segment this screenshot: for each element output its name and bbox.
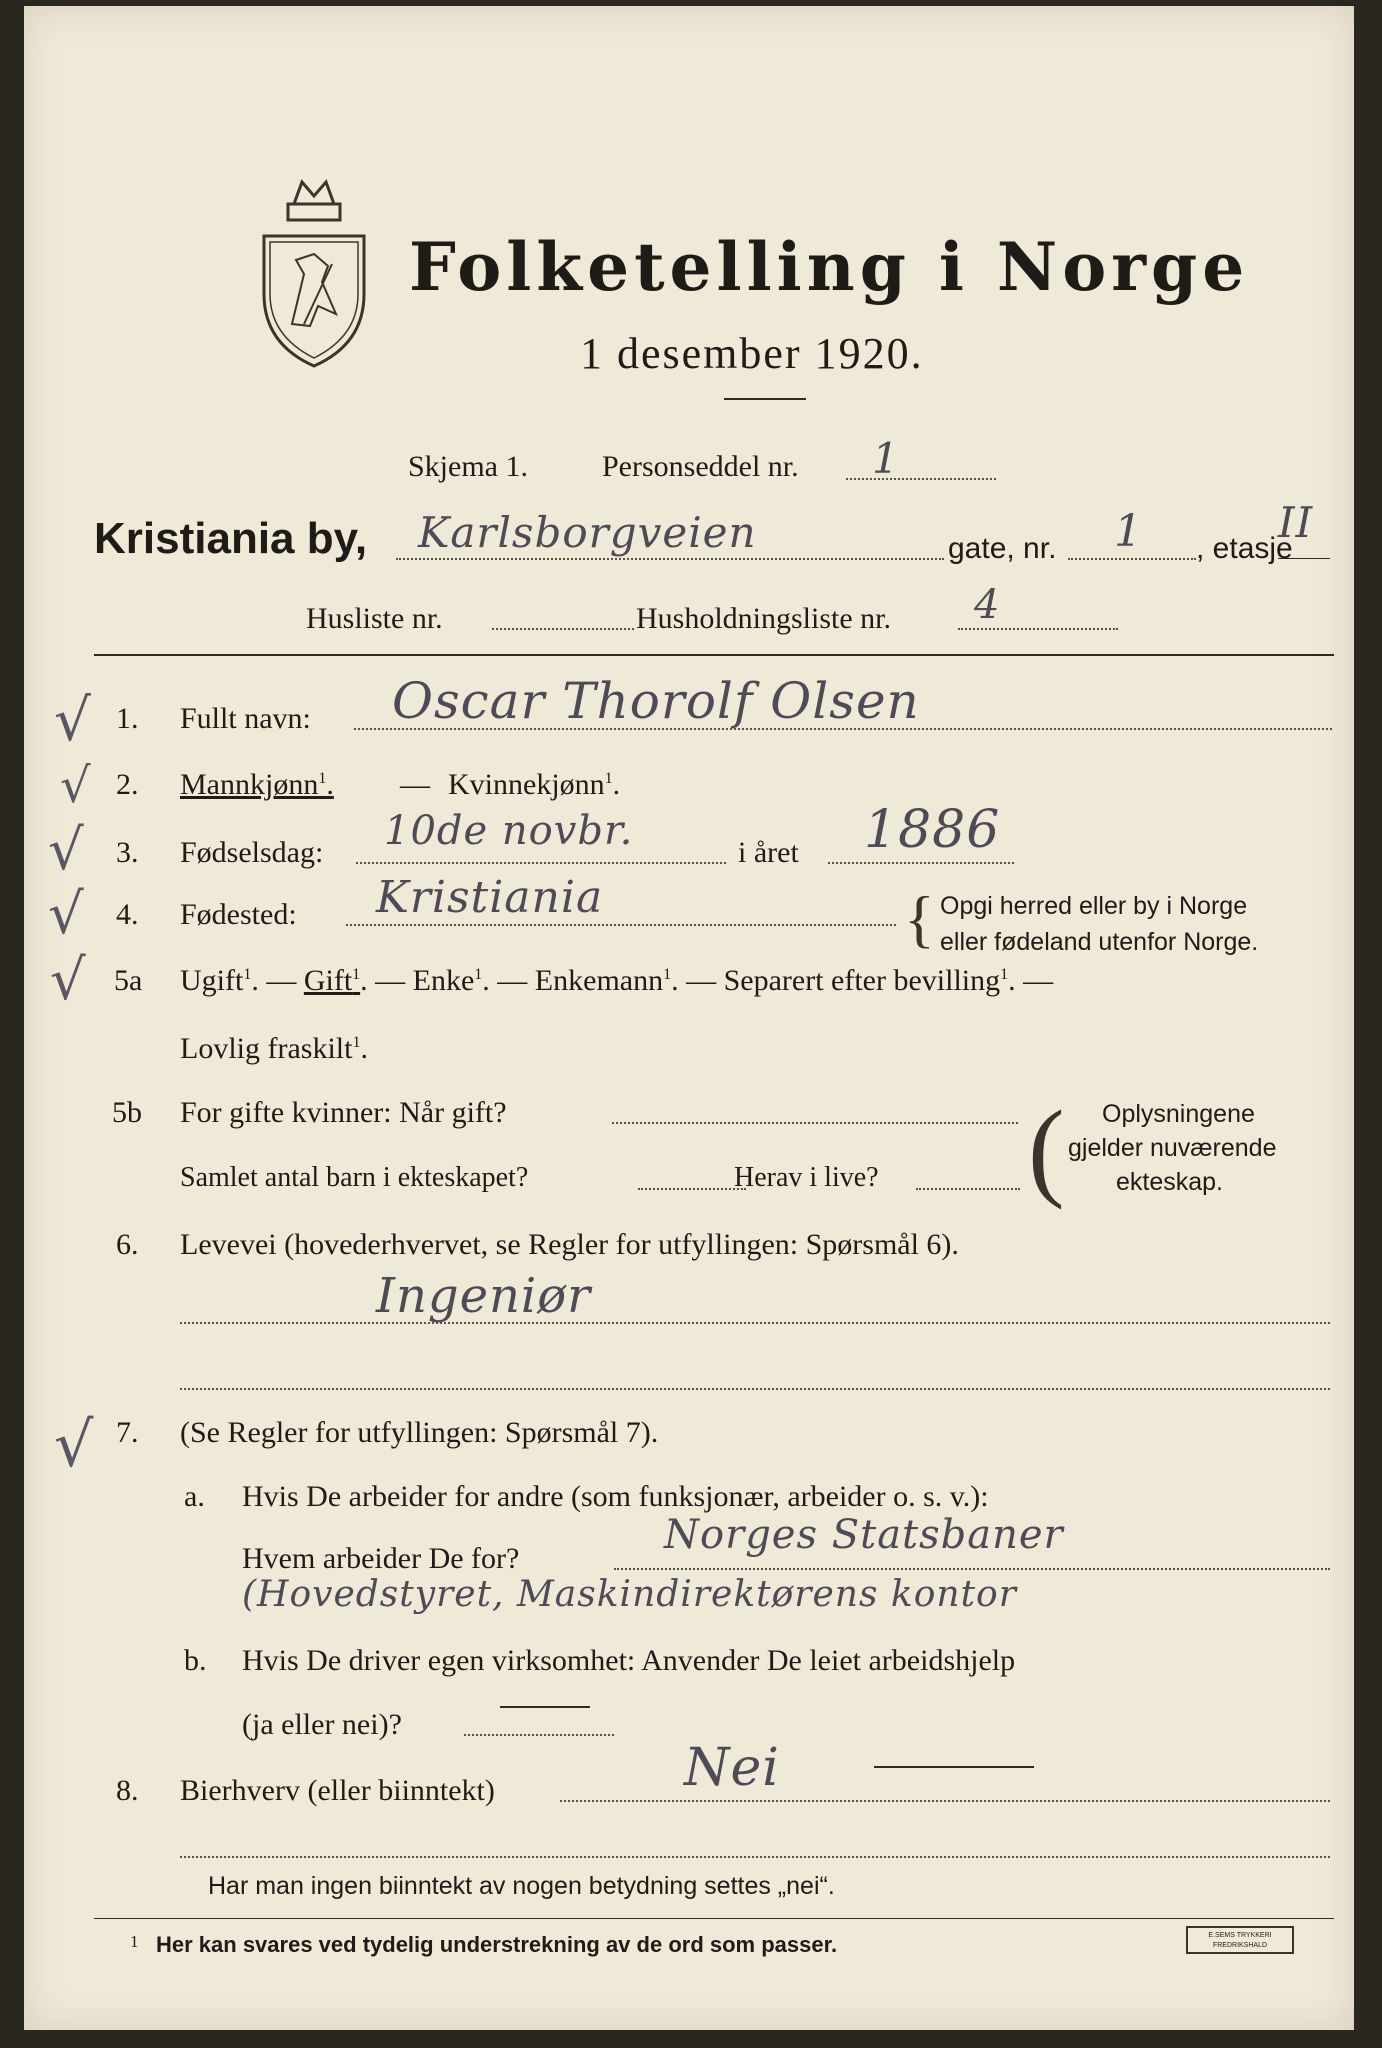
q3-number: 3. [116, 836, 139, 869]
footnote-text: Her kan svares ved tydelig understrekning av de ord som passer. [156, 1932, 838, 1957]
q5a-dash: . — [251, 964, 297, 997]
header-divider [94, 654, 1334, 656]
husliste-line [492, 628, 634, 630]
q3-year-label: i året [738, 836, 799, 869]
norway-coat-of-arms-icon [244, 174, 384, 374]
q6-line-1 [180, 1322, 1330, 1324]
q4-label: Fødested: [180, 898, 297, 931]
q5a-enkemann: Enkemann [534, 964, 664, 997]
gate-nr-value: 1 [1114, 506, 1143, 557]
q4-number: 4. [116, 898, 139, 931]
q5a-enke: Enke [412, 964, 475, 997]
printer-stamp [1186, 1926, 1294, 1954]
city-label: Kristiania by, [94, 514, 368, 563]
q8-number: 8. [116, 1774, 139, 1807]
footnote-ref: 1 [352, 966, 361, 983]
q7b-answer-dash [500, 1706, 590, 1708]
q5b-note-line1: Oplysningene [1102, 1100, 1255, 1128]
q7-number: 7. [116, 1416, 139, 1449]
q2-female-option [448, 768, 620, 802]
title-divider [724, 398, 806, 400]
q2-male-option [180, 768, 334, 802]
q3-label: Fødselsdag: [180, 836, 324, 869]
husliste-label: Husliste nr. [306, 602, 443, 635]
q5b-number: 5b [112, 1096, 142, 1129]
q4-value: Kristiania [376, 872, 604, 923]
q6-value: Ingeniør [376, 1268, 592, 1324]
gate-nr-line [1068, 558, 1196, 560]
q5a-ugift: Ugift [180, 964, 244, 997]
q4-note-line2: eller fødeland utenfor Norge. [940, 928, 1259, 956]
q3-value: 10de novbr. [384, 808, 634, 854]
husholdning-value: 4 [974, 582, 1001, 628]
form-title: Folketelling i Norge [409, 228, 1250, 306]
q6-line-2 [180, 1388, 1330, 1390]
q5a-separert: Separert efter bevilling [723, 964, 1001, 997]
q7a-value1: Norges Statsbaner [664, 1512, 1064, 1558]
q2-male-text: Mannkjønn [180, 768, 319, 801]
q2-period: . [612, 768, 621, 801]
q5a-lovlig: Lovlig fraskilt [180, 1032, 353, 1065]
footnote-ref: 1 [1000, 966, 1009, 983]
etasje-value: II [1278, 498, 1314, 547]
q4-line [346, 924, 896, 926]
q5a-dash: . — [482, 964, 528, 997]
street-line [396, 558, 944, 560]
q8-label: Bierhverv (eller biinntekt) [180, 1774, 495, 1807]
personseddel-line [846, 478, 996, 480]
footer-divider [94, 1918, 1334, 1919]
husholdning-line [958, 628, 1118, 630]
q5a-gift-text: Gift [303, 964, 353, 997]
form-date: 1 desember 1920. [580, 329, 924, 378]
q6-label: Levevei (hovederhvervet, se Regler for utfyllingen: Spørsmål 6). [180, 1228, 959, 1261]
q1-value: Oscar Thorolf Olsen [392, 672, 920, 730]
footer-note: Har man ingen biinntekt av nogen betydning settes „nei“. [208, 1872, 835, 1900]
q4-note-brace: { [904, 883, 935, 954]
q8-line-2 [180, 1856, 1330, 1858]
schema-label: Skjema 1. [408, 450, 528, 483]
checkmark-2: √ [60, 758, 91, 814]
checkmark-5a: √ [50, 948, 86, 1013]
q6-number: 6. [116, 1228, 139, 1261]
q5a-dash: . — [360, 964, 406, 997]
q2-female-text: Kvinnekjønn [448, 768, 605, 801]
census-form [24, 6, 1354, 2030]
personseddel-label: Personseddel nr. [602, 450, 799, 483]
q5b-label: For gifte kvinner: Når gift? [180, 1096, 507, 1129]
q3-year-line [828, 862, 1014, 864]
q5a-dash: . — [1008, 964, 1054, 997]
personseddel-value: 1 [872, 434, 900, 483]
printer-stamp-text: E.SEMS TRYKKERI FREDRIKSHALD [1208, 1932, 1272, 1949]
q7b-letter: b. [184, 1644, 207, 1677]
q5b-note-line3: ekteskap. [1116, 1168, 1224, 1196]
footnote-ref: 1 [318, 770, 327, 787]
q1-number: 1. [116, 702, 139, 735]
q5a-options [180, 964, 1053, 998]
q5a-gift [304, 964, 360, 997]
etasje-label: , etasje [1196, 532, 1293, 565]
q7b-line2: (ja eller nei)? [242, 1708, 402, 1741]
q5b-gift-line [612, 1122, 1018, 1124]
q5a-dash: . — [671, 964, 717, 997]
q7b-line [464, 1734, 614, 1736]
q5b-note-line2: gjelder nuværende [1068, 1134, 1277, 1162]
q7a-line1: Hvis De arbeider for andre (som funksjonær, arbeider o. s. v.): [242, 1480, 989, 1513]
q5b-note-brace: ( [1028, 1088, 1065, 1210]
q3-year-value: 1886 [864, 800, 1001, 860]
q5a-lovlig-option: Lovlig fraskilt$^1$. [180, 1032, 368, 1065]
q8-line [560, 1800, 1330, 1802]
footnote-mark: 1 [130, 1932, 139, 1951]
gate-label: gate, nr. [948, 532, 1057, 565]
footnote-ref: 1 [352, 1034, 361, 1051]
q7a-letter: a. [184, 1480, 205, 1513]
q2-number: 2. [116, 768, 139, 801]
q5a-number: 5a [114, 964, 143, 997]
q8-answer-dash [874, 1766, 1034, 1768]
q2-sep: — [400, 768, 430, 801]
q7a-value2: (Hovedstyret, Maskindirektørens kontor [242, 1574, 1017, 1615]
etasje-underline [1278, 558, 1330, 559]
q7-label: (Se Regler for utfyllingen: Spørsmål 7). [180, 1416, 659, 1449]
checkmark-3: √ [48, 818, 84, 883]
q3-line [356, 862, 726, 864]
checkmark-1: √ [54, 686, 91, 754]
q7a-line2: Hvem arbeider De for? [242, 1542, 520, 1575]
q5b-barn-line [638, 1188, 746, 1190]
q5b-barn-label: Samlet antal barn i ekteskapet? [180, 1162, 529, 1193]
husholdning-label: Husholdningsliste nr. [636, 602, 892, 635]
q7a-line [614, 1568, 1330, 1570]
checkmark-7: √ [54, 1408, 94, 1481]
checkmark-4: √ [48, 882, 84, 947]
footnote-ref: 1 [604, 770, 613, 787]
footnote-ref: 1 [243, 966, 252, 983]
q2-period: . [326, 768, 334, 801]
q5b-live-label: Herav i live? [734, 1162, 879, 1193]
footnote-ref: 1 [474, 966, 483, 983]
q4-note-line1: Opgi herred eller by i Norge [940, 892, 1248, 920]
footnote-ref: 1 [663, 966, 672, 983]
q7b-line1: Hvis De driver egen virksomhet: Anvender De leiet arbeidshjelp [242, 1644, 1016, 1677]
q5b-live-line [916, 1188, 1020, 1190]
street-value: Karlsborgveien [418, 508, 757, 557]
q1-label: Fullt navn: [180, 702, 311, 735]
q8-value: Nei [684, 1738, 780, 1798]
